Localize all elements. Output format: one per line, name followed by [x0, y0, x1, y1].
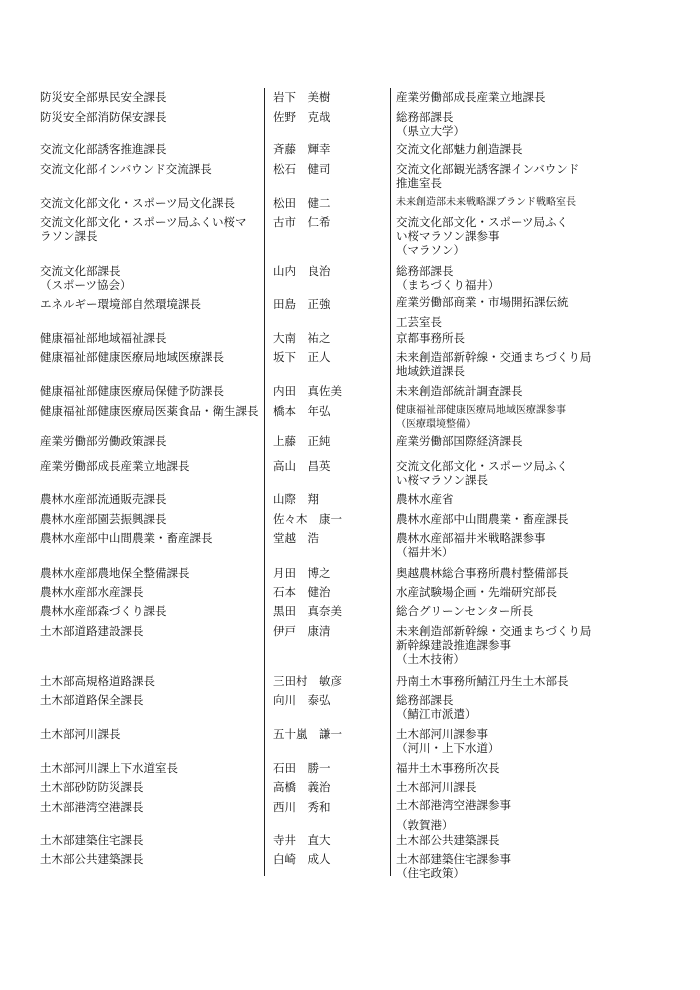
- new-position: 土木部公共建築課長: [40, 852, 144, 866]
- person-name: 五十嵐 謙一: [273, 727, 342, 741]
- previous-position: 農林水産部福井米戦略課参事 （福井米）: [396, 531, 546, 559]
- previous-position: 土木部河川課長: [396, 780, 477, 794]
- new-position: 健康福祉部健康医療局医薬食品・衛生課長: [40, 404, 259, 418]
- column-divider-left: [264, 88, 265, 876]
- previous-position: 農林水産省: [396, 492, 454, 506]
- person-name: 石田 勝一: [273, 761, 331, 775]
- person-name: 大南 祐之: [273, 331, 331, 345]
- person-name: 月田 博之: [273, 566, 331, 580]
- new-position: 土木部道路建設課長: [40, 624, 144, 638]
- previous-position: 土木部港湾空港課参事 （敦賀港）: [396, 798, 511, 832]
- new-position: 農林水産部農地保全整備課長: [40, 566, 190, 580]
- person-name: 向川 泰弘: [273, 693, 331, 707]
- new-position: 農林水産部流通販売課長: [40, 492, 167, 506]
- previous-position: 丹南土木事務所鯖江丹生土木部長: [396, 674, 569, 688]
- new-position: 健康福祉部健康医療局地域医療課長: [40, 350, 224, 364]
- person-name: 黒田 真奈美: [273, 604, 342, 618]
- previous-position: 未来創造部統計調査課長: [396, 384, 523, 398]
- previous-position: 産業労働部商業・市場開拓課伝統 工芸室長: [396, 295, 569, 329]
- previous-position: 産業労働部国際経済課長: [396, 434, 523, 448]
- person-name: 寺井 直大: [273, 833, 331, 847]
- person-name: 坂下 正人: [273, 350, 331, 364]
- new-position: 健康福祉部健康医療局保健予防課長: [40, 384, 224, 398]
- new-position: 土木部砂防防災課長: [40, 780, 144, 794]
- new-position: 交流文化部課長 （スポーツ協会）: [40, 264, 132, 292]
- person-name: 斉藤 輝幸: [273, 142, 331, 156]
- new-position: 健康福祉部地域福祉課長: [40, 331, 167, 345]
- previous-position: 土木部河川課参事 （河川・上下水道）: [396, 727, 500, 755]
- new-position: 産業労働部労働政策課長: [40, 434, 167, 448]
- previous-position: 農林水産部中山間農業・畜産課長: [396, 512, 569, 526]
- new-position: 農林水産部園芸振興課長: [40, 512, 167, 526]
- previous-position: 交流文化部魅力創造課長: [396, 142, 523, 156]
- previous-position: 未来創造部新幹線・交通まちづくり局 地域鉄道課長: [396, 350, 592, 378]
- new-position: 防災安全部県民安全課長: [40, 90, 167, 104]
- new-position: 交流文化部文化・スポーツ局ふくい桜マ ラソン課長: [40, 215, 247, 243]
- previous-position: 交流文化部文化・スポーツ局ふく い桜マラソン課長: [396, 459, 569, 487]
- person-name: 山際 翔: [273, 492, 319, 506]
- person-name: 岩下 美樹: [273, 90, 331, 104]
- new-position: 防災安全部消防保安課長: [40, 110, 167, 124]
- previous-position: 土木部公共建築課長: [396, 833, 500, 847]
- new-position: 交流文化部インバウンド交流課長: [40, 162, 212, 176]
- person-name: 田島 正強: [273, 297, 331, 311]
- new-position: 土木部高規格道路課長: [40, 674, 155, 688]
- person-name: 橋本 年弘: [273, 404, 331, 418]
- previous-position: 交流文化部観光誘客課インバウンド 推進室長: [396, 162, 580, 190]
- person-name: 白崎 成人: [273, 852, 331, 866]
- person-name: 西川 秀和: [273, 800, 331, 814]
- person-name: 松田 健二: [273, 196, 331, 210]
- previous-position: 未来創造部新幹線・交通まちづくり局 新幹線建設推進課参事 （土木技術）: [396, 624, 592, 666]
- person-name: 内田 真佐美: [273, 384, 342, 398]
- new-position: 交流文化部誘客推進課長: [40, 142, 167, 156]
- new-position: 農林水産部中山間農業・畜産課長: [40, 531, 213, 545]
- new-position: 土木部港湾空港課長: [40, 800, 144, 814]
- column-divider-right: [390, 88, 391, 876]
- previous-position: 未来創造部未来戦略課ブランド戦略室長: [396, 197, 576, 208]
- previous-position: 総務部課長 （まちづくり福井）: [396, 264, 500, 292]
- person-name: 堂越 浩: [273, 531, 319, 545]
- previous-position: 総務部課長 （県立大学）: [396, 110, 465, 138]
- previous-position: 総務部課長 （鯖江市派遣）: [396, 693, 477, 721]
- person-name: 佐野 克哉: [273, 110, 331, 124]
- person-name: 高山 昌英: [273, 459, 331, 473]
- previous-position: 京都事務所長: [396, 331, 465, 345]
- person-name: 佐々木 康一: [273, 512, 342, 526]
- new-position: 農林水産部水産課長: [40, 585, 144, 599]
- new-position: 土木部道路保全課長: [40, 693, 144, 707]
- previous-position: 土木部建築住宅課参事 （住宅政策）: [396, 852, 511, 880]
- person-name: 高橋 義治: [273, 780, 331, 794]
- new-position: 交流文化部文化・スポーツ局文化課長: [40, 196, 236, 210]
- new-position: エネルギー環境部自然環境課長: [40, 297, 201, 311]
- new-position: 土木部河川課長: [40, 727, 121, 741]
- new-position: 農林水産部森づくり課長: [40, 604, 167, 618]
- person-name: 山内 良治: [273, 264, 331, 278]
- previous-position: 奥越農林総合事務所農村整備部長: [396, 566, 569, 580]
- previous-position: 健康福祉部健康医療局地域医療課参事 （医療環境整備）: [396, 405, 566, 430]
- person-name: 三田村 敏彦: [273, 674, 342, 688]
- new-position: 土木部河川課上下水道室長: [40, 761, 178, 775]
- new-position: 土木部建築住宅課長: [40, 833, 144, 847]
- previous-position: 福井土木事務所次長: [396, 761, 500, 775]
- person-name: 上藤 正純: [273, 434, 331, 448]
- person-name: 石本 健治: [273, 585, 331, 599]
- previous-position: 交流文化部文化・スポーツ局ふく い桜マラソン課参事 （マラソン）: [396, 215, 569, 257]
- previous-position: 産業労働部成長産業立地課長: [396, 90, 546, 104]
- new-position: 産業労働部成長産業立地課長: [40, 459, 190, 473]
- previous-position: 水産試験場企画・先端研究部長: [396, 585, 557, 599]
- person-name: 伊戸 康清: [273, 624, 331, 638]
- previous-position: 総合グリーンセンター所長: [396, 604, 534, 618]
- person-name: 松石 健司: [273, 162, 331, 176]
- person-name: 古市 仁希: [273, 215, 331, 229]
